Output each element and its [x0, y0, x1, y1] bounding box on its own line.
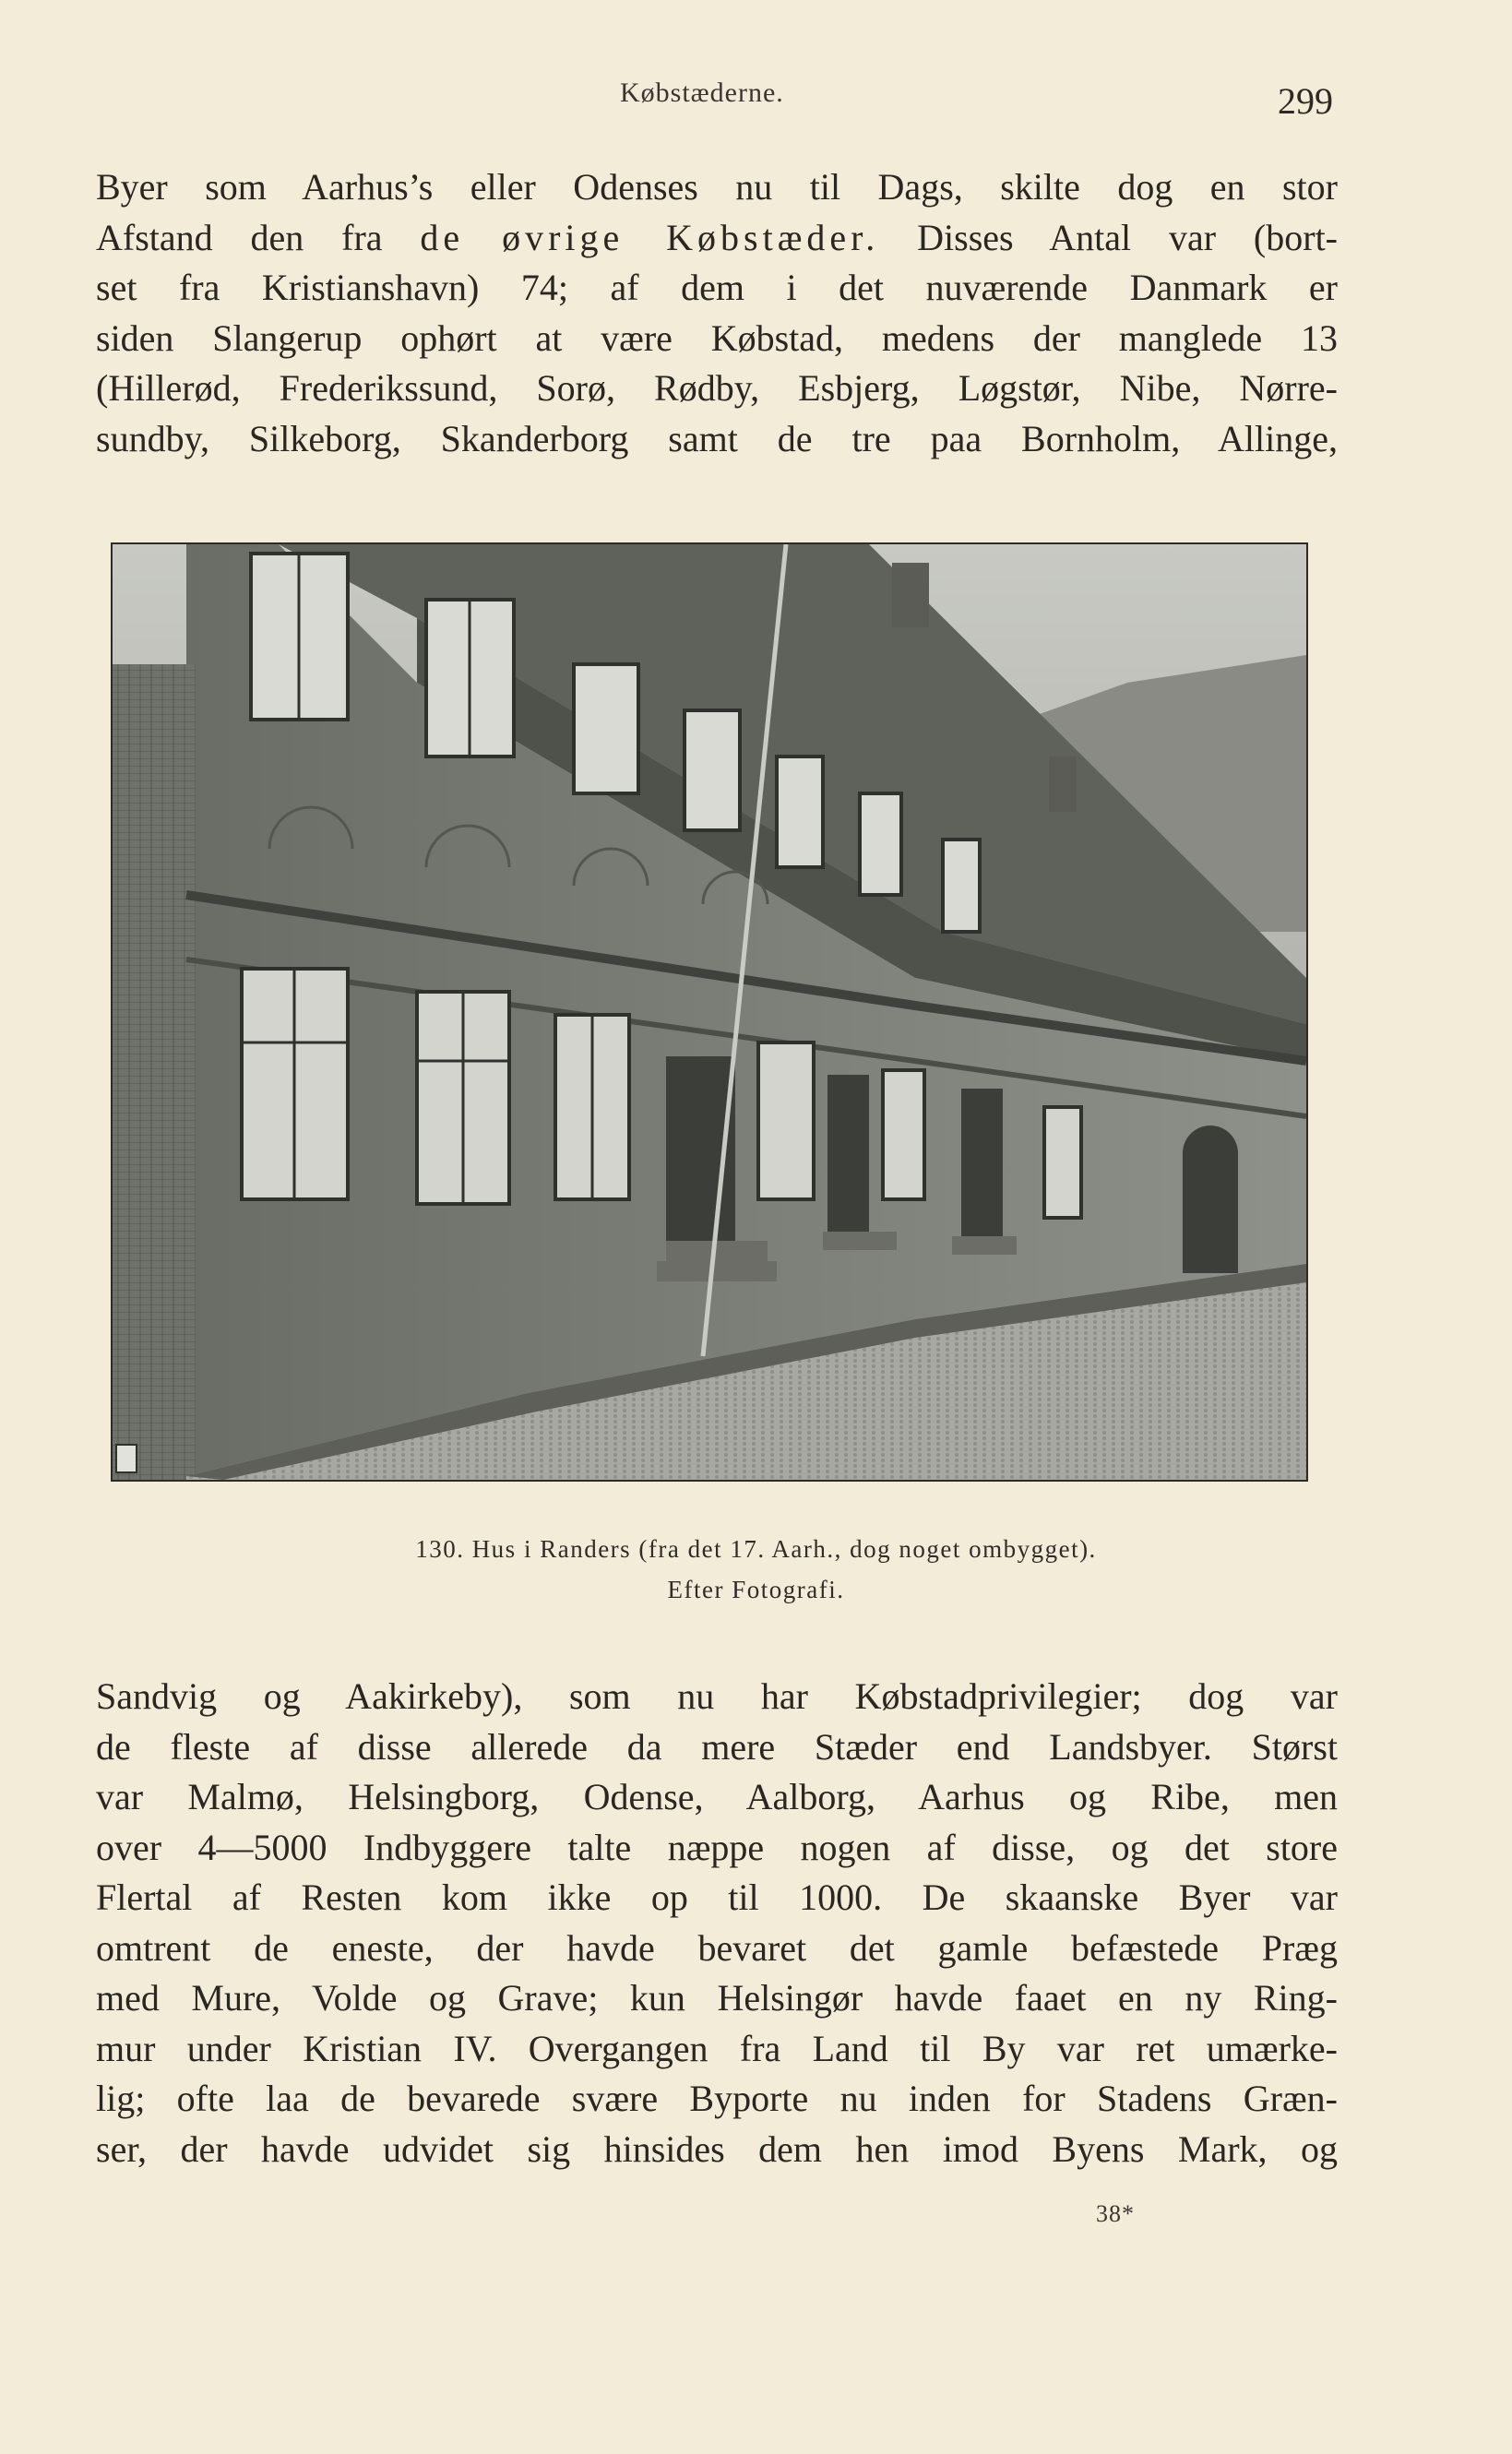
- text-line: de fleste af disse allerede da mere Stæder end Landsbyer. Størst: [96, 1725, 1338, 1768]
- text-segment: Disses Antal var (bort-: [917, 216, 1339, 258]
- text-line: omtrent de eneste, der havde bevaret det gamle befæstede Præg: [96, 1926, 1338, 1969]
- text-line: mur under Kristian IV. Overgangen fra Land til By var ret umærke-: [96, 2027, 1338, 2069]
- text-line: over 4—5000 Indbyggere talte næppe nogen af disse, og det store: [96, 1826, 1338, 1868]
- photograph-house-randers: [111, 542, 1308, 1482]
- text-line: set fra Kristianshavn) 74; af dem i det nuværende Danmark er: [96, 267, 1338, 308]
- text-line: lig; ofte laa de bevarede svære Byporte nu inden for Stadens Græn-: [96, 2078, 1338, 2119]
- emphasized-word: de: [420, 216, 465, 258]
- signature-mark: 38*: [1096, 2200, 1135, 2227]
- text-line: ser, der havde udvidet sig hinsides dem hen imod Byens Mark, og: [96, 2127, 1338, 2170]
- emphasized-text: øvrige Købstæder.: [502, 216, 880, 258]
- paragraph-top: [96, 162, 1338, 464]
- page-header: [0, 72, 1512, 127]
- text-line: siden Slangerup ophørt at være Købstad, medens der manglede 13: [96, 316, 1338, 359]
- figure-caption: 130. Hus i Randers (fra det 17. Aarh., dog noget ombygget).: [415, 1535, 1097, 1563]
- text-line: Byer som Aarhus’s eller Odenses nu til Dags, skilte dog en stor: [96, 166, 1338, 208]
- text-line: med Mure, Volde og Grave; kun Helsingør havde faaet en ny Ring-: [96, 1977, 1338, 2019]
- text-line: [96, 213, 1338, 264]
- figure-credit: Efter Fotografi.: [667, 1576, 845, 1603]
- text-line: (Hillerød, Frederikssund, Sorø, Rødby, Esbjerg, Løgstør, Nibe, Nørre-: [96, 367, 1338, 409]
- text-segment: Afstand den fra: [96, 216, 383, 258]
- paragraph-bottom: [96, 1672, 1338, 2174]
- running-head: Købstæderne.: [620, 77, 784, 108]
- text-line: Flertal af Resten kom ikke op til 1000. De skaanske Byer var: [96, 1876, 1338, 1918]
- text-line: var Malmø, Helsingborg, Odense, Aalborg, Aarhus og Ribe, men: [96, 1776, 1338, 1817]
- text-line: sundby, Silkeborg, Skanderborg samt de tre paa Bornholm, Allinge,: [96, 417, 1338, 459]
- text-line: Sandvig og Aakirkeby), som nu har Købstadprivilegier; dog var: [96, 1675, 1338, 1717]
- page-number: 299: [1278, 80, 1333, 122]
- photograph-illustration: [113, 544, 1306, 1480]
